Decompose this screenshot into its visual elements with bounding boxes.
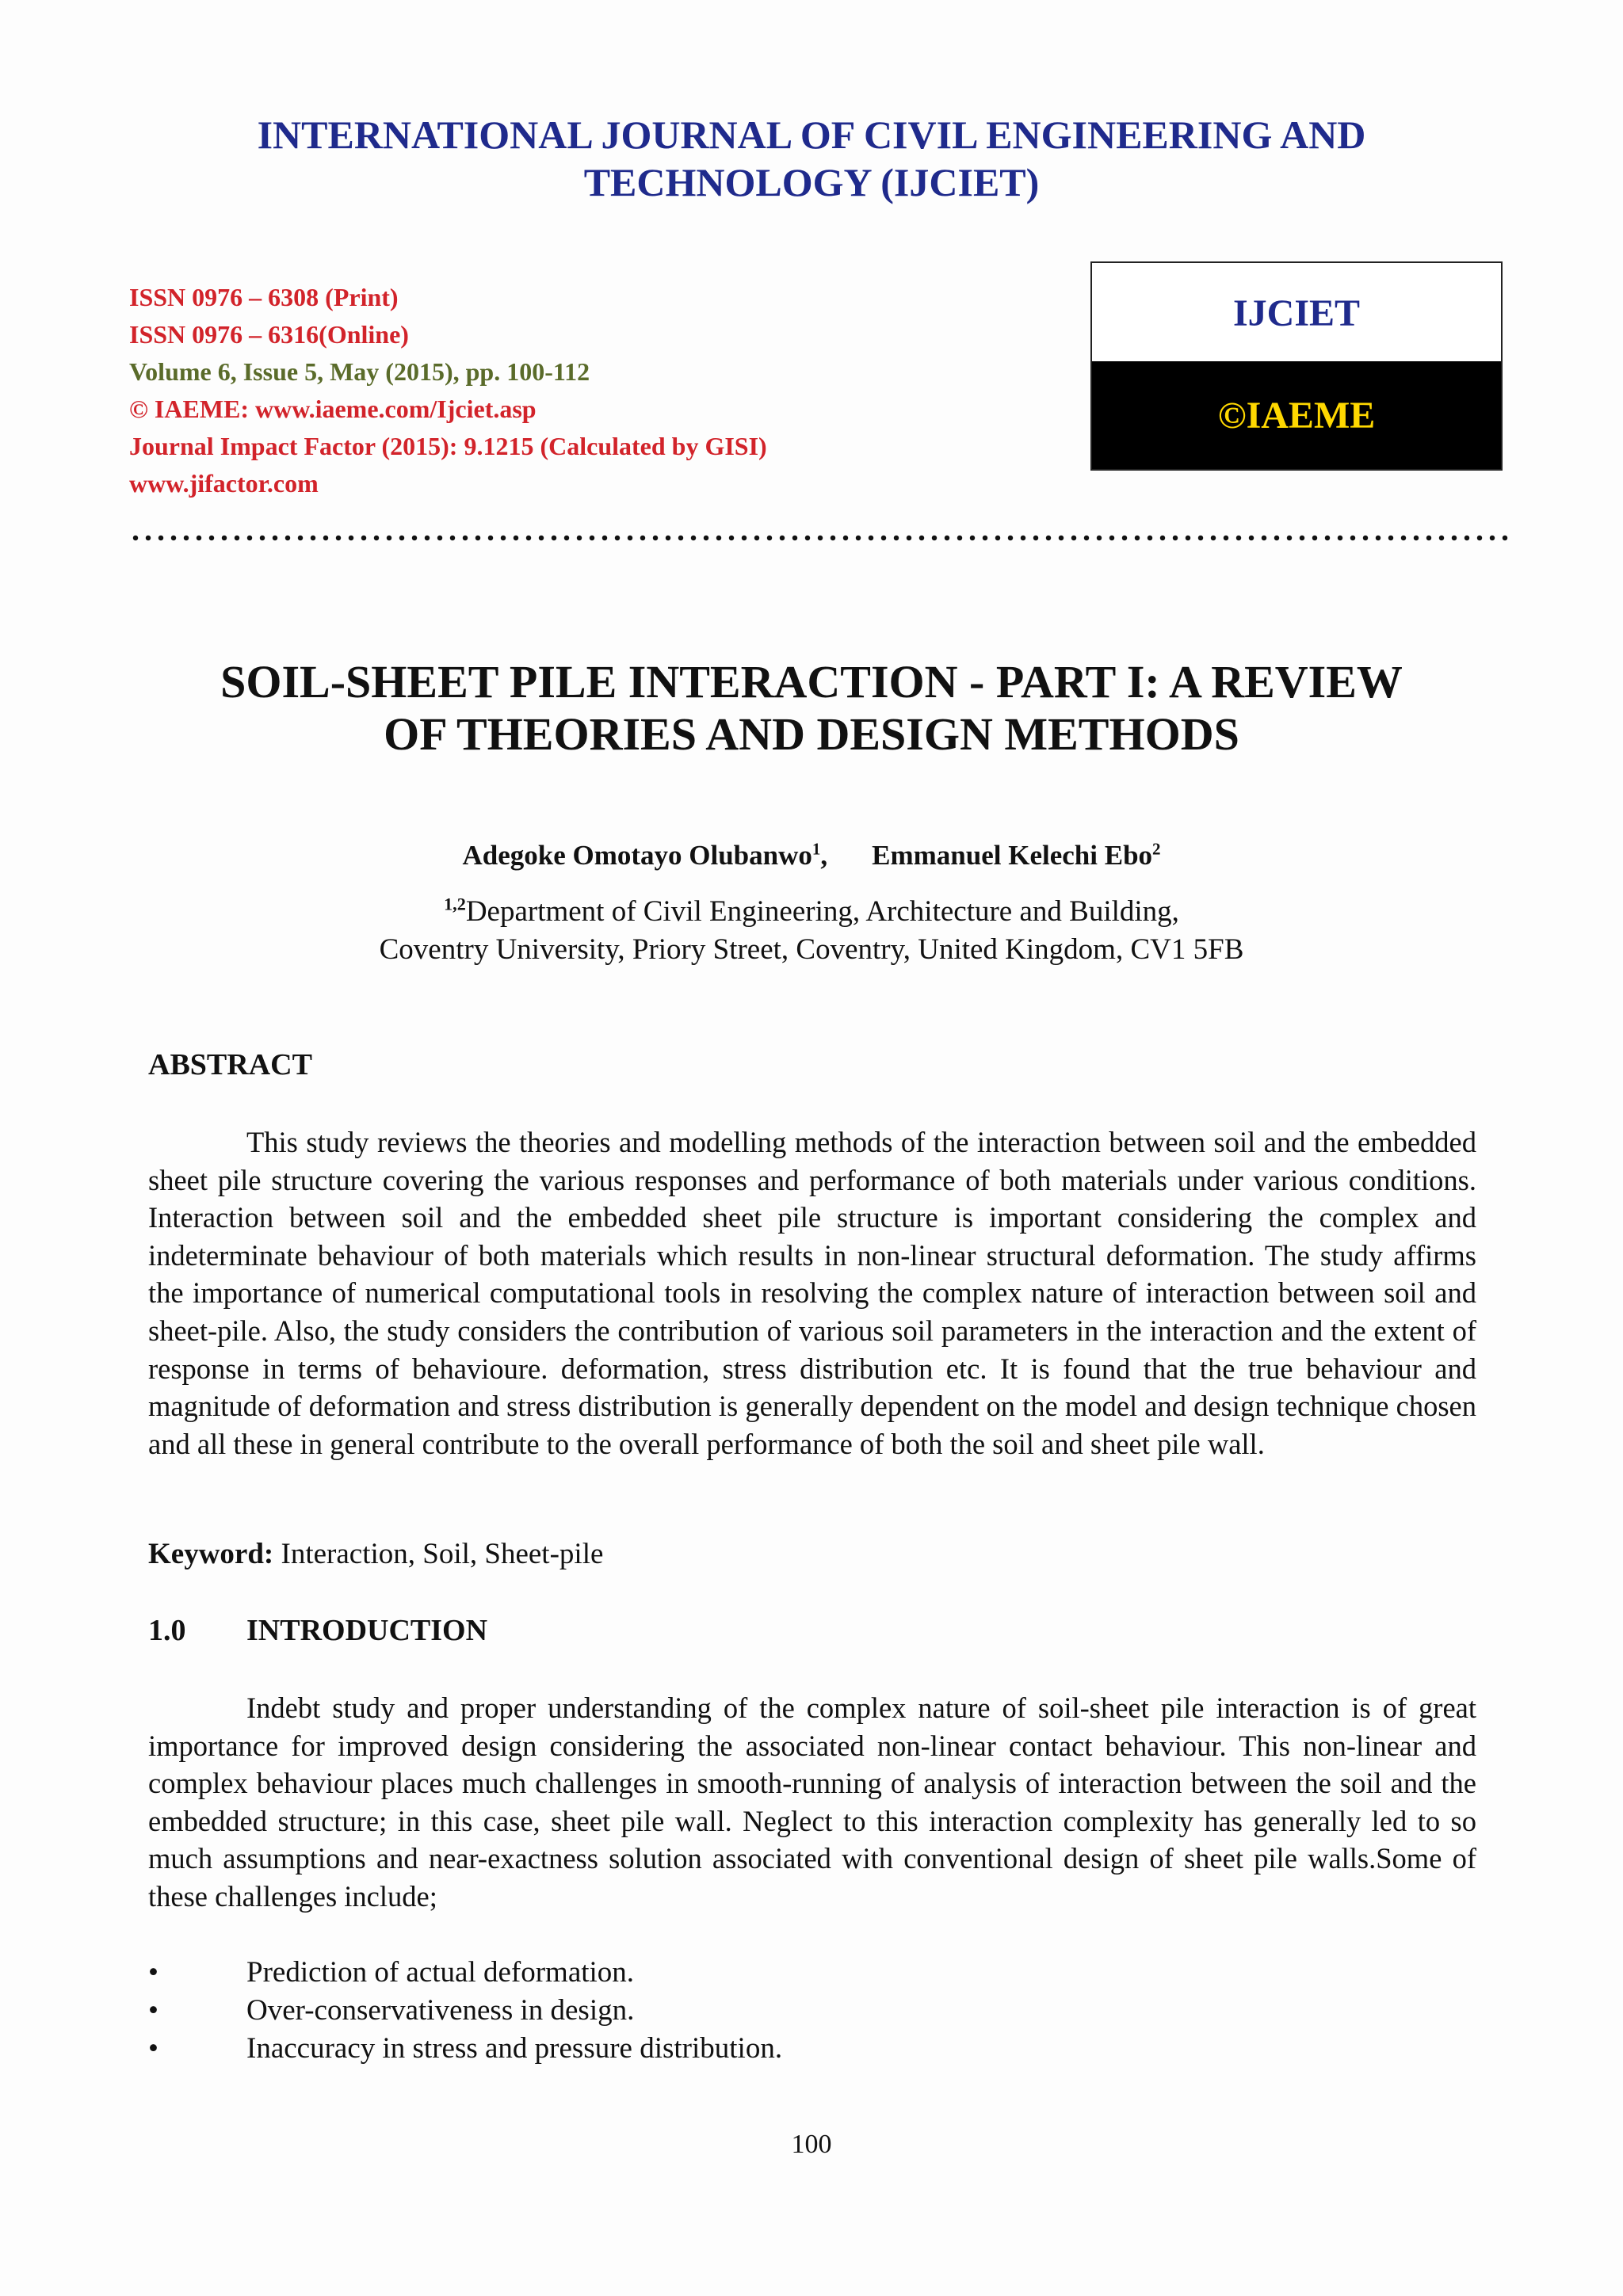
introduction-body: Indebt study and proper understanding of the complex nature of soil-sheet pile interaction is of great importance for improved design considering the associated non-linear contact behaviour. This non-linear and complex behaviour places much challenges in smooth-running of analysis of interaction between the soil and the embedded structure; in this case, sheet pile wall. Neglect to this interaction complexity has generally led to so much assumptions and near-exactness solution associated with conventional design of sheet pile walls.Some of these challenges include; [148, 1691, 1476, 1913]
author-list: Adegoke Omotayo Olubanwo$^1$, Emmanuel Kelechi Ebo$^2$ [462, 839, 1161, 871]
affiliation-sup: 1,2 [444, 894, 466, 914]
list-item [148, 1992, 1476, 2030]
journal-title [119, 111, 1504, 206]
journal-title-line1: INTERNATIONAL JOURNAL OF CIVIL ENGINEERING AND [257, 113, 1366, 157]
introduction-heading [148, 1613, 487, 1648]
dotted-divider [129, 534, 1510, 542]
author-1: Adegoke Omotayo Olubanwo [462, 840, 812, 871]
abstract-heading: ABSTRACT [148, 1048, 312, 1081]
bullet-icon: • [148, 1994, 158, 2027]
bullet-icon: • [148, 1956, 158, 1989]
brand-ijciet: IJCIET [1232, 292, 1361, 334]
iaeme-link: © IAEME: www.iaeme.com/Ijciet.asp [129, 395, 537, 423]
challenges-list [148, 1954, 1476, 2068]
journal-meta [129, 279, 1001, 502]
author-1-sup: 1 [812, 839, 821, 859]
keyword-value: Interaction, Soil, Sheet-pile [273, 1538, 604, 1570]
bullet-icon: • [148, 2032, 158, 2065]
list-item [148, 2030, 1476, 2068]
page-number: 100 [791, 2130, 832, 2159]
paper-title [119, 656, 1504, 761]
brand-iaeme: ©IAEME [1092, 361, 1501, 469]
paper-title-line1: SOIL-SHEET PILE INTERACTION - PART I: A REVIEW [220, 656, 1403, 707]
impact-factor: Journal Impact Factor (2015): 9.1215 (Calculated by GISI) [129, 432, 767, 460]
volume-info: Volume 6, Issue 5, May (2015), pp. 100-112 [129, 357, 590, 386]
abstract-body: This study reviews the theories and modelling methods of the interaction between soil and the embedded sheet pile structure covering the various responses and performance of both materials under various conditions. Interaction between soil and the embedded sheet pile structure is important considering the complex and indeterminate behaviour of both materials which results in non-linear structural deformation. The study affirms the importance of numerical computational tools in resolving the complex nature of interaction between soil and sheet-pile. Also, the study considers the contribution of various soil parameters in the interaction and the extent of response in terms of behavioure. deformation, stress distribution etc. It is found that the true behaviour and magnitude of deformation and stress distribution is generally dependent on the model and design technique chosen and all these in general contribute to the overall performance of both the soil and sheet pile wall. [148, 1126, 1476, 1460]
affiliation [119, 893, 1504, 969]
section-number: 1.0 [148, 1614, 186, 1647]
paper-title-line2: OF THEORIES AND DESIGN METHODS [384, 708, 1239, 760]
author-2-sup: 2 [1152, 839, 1161, 859]
journal-title-line2: TECHNOLOGY (IJCIET) [583, 160, 1040, 204]
keyword-label: Keyword: [148, 1538, 274, 1570]
list-item-text: Inaccuracy in stress and pressure distribution. [246, 2032, 783, 2065]
affiliation-line1: Department of Civil Engineering, Architecture and Building, [465, 895, 1179, 928]
issn-print: ISSN 0976 – 6308 (Print) [129, 283, 399, 311]
journal-brand-box [1090, 261, 1503, 471]
jifactor-link: www.jifactor.com [129, 469, 319, 498]
list-item-text: Prediction of actual deformation. [246, 1956, 635, 1989]
list-item-text: Over-conservativeness in design. [246, 1994, 635, 2027]
affiliation-line2: Coventry University, Priory Street, Coventry, United Kingdom, CV1 5FB [379, 933, 1244, 966]
author-2: Emmanuel Kelechi Ebo [872, 840, 1153, 871]
issn-online: ISSN 0976 – 6316(Online) [129, 320, 409, 349]
keyword-line [148, 1537, 603, 1571]
list-item [148, 1954, 1476, 1992]
section-title: INTRODUCTION [246, 1614, 488, 1647]
